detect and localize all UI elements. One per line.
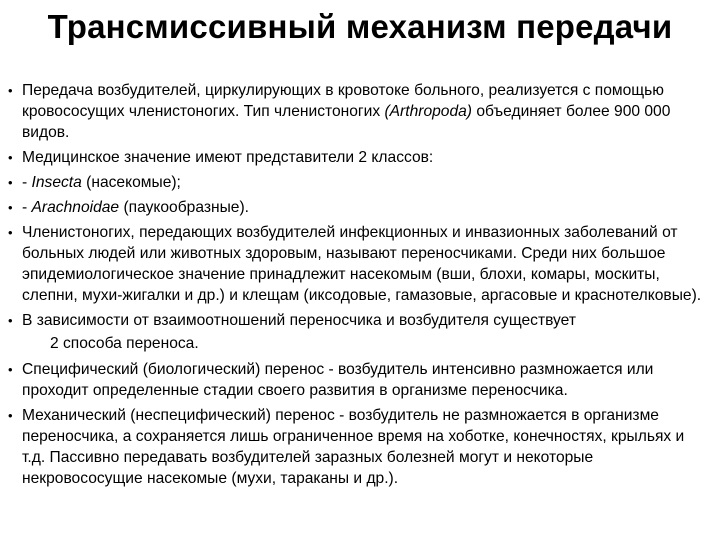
item-text: Механический (неспецифический) перенос - возбудитель не размножается в организме переносчика, а сохраняется лишь ограниченное время на хоботке, конечностях, крыльях и т.д. Пассивно передавать возбудителей заразных болезней могут и некоторые некровососущие насекомые (мухи, тараканы и др.). [22, 407, 685, 487]
item-text: В зависимости от взаимоотношений переносчика и возбудителя существует [22, 312, 576, 329]
item-text: Специфический (биологический) перенос - возбудитель интенсивно размножается или проходит определенные стадии своего развития в организме переносчика. [22, 361, 654, 399]
bullet-item [8, 80, 708, 143]
item-emphasis: (Arthropoda) [384, 103, 472, 120]
bullet-item [8, 405, 708, 489]
item-text: - [22, 199, 32, 216]
bullet-icon: • [8, 150, 13, 165]
bullet-icon: • [8, 83, 13, 98]
bullet-list [8, 80, 708, 493]
bullet-item [8, 359, 708, 401]
item-emphasis: Insecta [31, 174, 82, 191]
bullet-icon: • [8, 408, 13, 423]
item-text: Передача возбудителей, циркулирующих в кровотоке больного, реализуется с помощью кровососущих членистоногих. Тип членистоногих [22, 82, 664, 120]
bullet-item [8, 310, 708, 331]
bullet-icon: • [8, 225, 13, 240]
bullet-item [8, 172, 708, 193]
continuation-line: 2 способа переноса. [50, 335, 199, 352]
bullet-item [8, 222, 708, 306]
item-emphasis: Arachnoidae [31, 199, 120, 216]
bullet-item [8, 147, 708, 168]
bullet-icon: • [8, 200, 13, 215]
item-text-end: объединяет более 900 000 видов. [22, 103, 671, 141]
bullet-icon: • [8, 175, 13, 190]
item-text: - [22, 174, 32, 191]
slide-title: Трансмиссивный механизм передачи [47, 8, 673, 45]
item-text: Медицинское значение имеют представители 2 классов: [22, 149, 434, 166]
item-text-end: (насекомые); [81, 174, 181, 191]
item-text: Членистоногих, передающих возбудителей инфекционных и инвазионных заболеваний от больных людей или животных здоровым, называют переносчиками. Среди них большое эпидемиологическое значение принадлежит насекомым (вши, блохи, комары, москиты, слепни, мухи-жигалки и др.) и клещам (иксодовые, гамазовые, аргасовые и краснотелковые). [22, 224, 702, 304]
bullet-icon: • [8, 313, 13, 328]
bullet-item [8, 197, 708, 218]
bullet-icon: • [8, 362, 13, 377]
item-text-end: (паукообразные). [119, 199, 249, 216]
